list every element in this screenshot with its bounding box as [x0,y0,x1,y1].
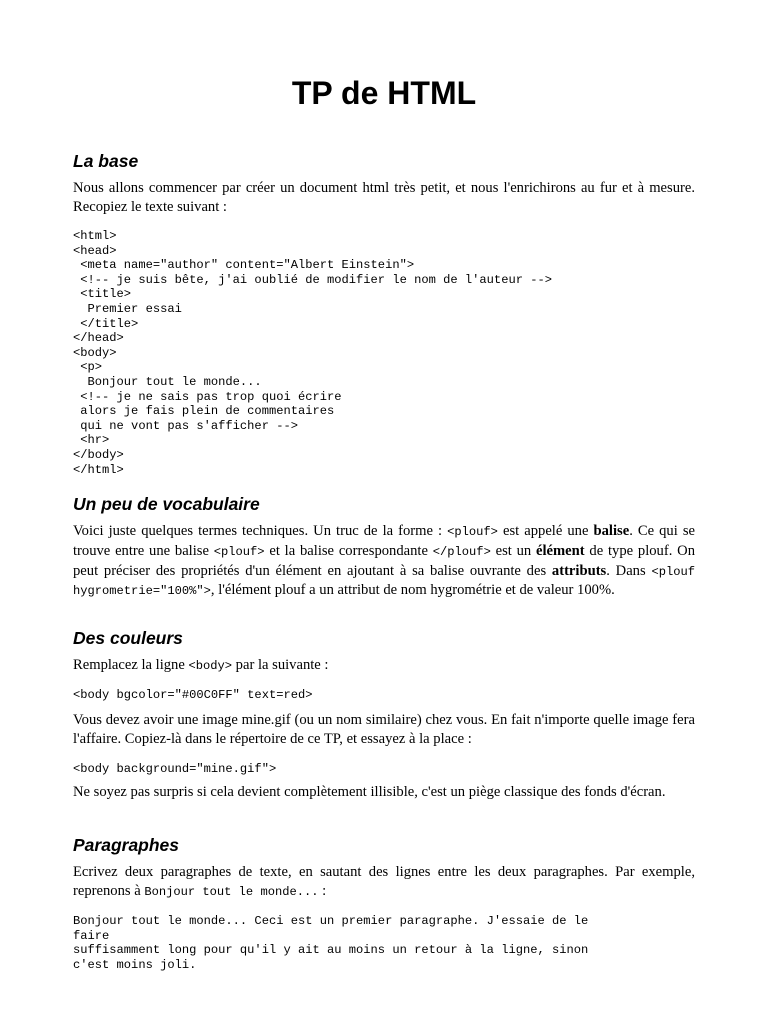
vocab-text: . Dans [606,562,652,579]
couleurs-code-block-1: <body bgcolor="#00C0FF" text=red> [73,688,313,702]
vocab-text: et la balise correspondante [264,542,433,559]
paragraphes-text: Ecrivez deux paragraphes de texte, en sautant des lignes entre les deux paragraphes. Par exemple, reprenons à [73,864,695,899]
vocab-term-element: élément [536,542,585,559]
document-title: TP de HTML [291,75,477,111]
vocab-text: , l'élément plouf a un attribut de nom hygrométrie et de valeur 100%. [210,582,615,599]
vocab-text: est appelé une [497,523,594,539]
vocab-code: <plouf> [447,525,498,539]
couleurs-paragraph-2: Vous devez avoir une image mine.gif (ou un nom similaire) chez vous. En fait n'importe quelle image fera l'affaire. Copiez-là dans le répertoire de ce TP, et essayez à la place : [73,712,695,747]
la-base-code-block: <html> <head> <meta name="author" content="Albert Einstein"> <!-- je suis bête, j'ai oublié de modifier le nom de l'auteur --> <title> Premier essai </title> </head> <body> <p> Bonjour tout le monde... <!-- je ne sais pas trop quoi écrire alors je fais plein de commentaires qui ne vont pas s'afficher --> <hr> </body> </html> [73,229,552,477]
paragraphes-inline-code: Bonjour tout le monde... [144,884,319,899]
couleurs-text: Remplacez la ligne [73,657,189,673]
couleurs-inline-code: <body> [188,659,233,673]
vocab-text: de type plouf. On peut préciser des propriétés d'un élément en ajoutant à sa balise ouvrante des [73,542,695,579]
vocab-text: . Ce qui se trouve entre une balise [73,523,695,559]
vocab-term-balise: balise [593,523,630,539]
vocab-term-attributs: attributs [551,562,607,579]
paragraphes-text: : [318,882,327,899]
section-heading-couleurs: Des couleurs [73,628,183,648]
section-heading-paragraphes: Paragraphes [73,835,180,855]
vocab-code: </plouf> [432,544,491,559]
couleurs-paragraph-3: Ne soyez pas surpris si cela devient complètement illisible, c'est un piège classique des fonds d'écran. [73,784,666,800]
vocab-text: est un [490,542,537,559]
paragraphes-paragraph [73,863,695,902]
section-heading-la-base: La base [73,151,139,171]
paragraphes-code-block: Bonjour tout le monde... Ceci est un premier paragraphe. J'essaie de le faire suffisamment long pour qu'il y ait au moins un retour à la ligne, sinon c'est moins joli. [73,914,589,972]
couleurs-text: par la suivante : [232,657,329,673]
vocab-text: Voici juste quelques termes techniques. Un truc de la forme : [73,523,448,539]
la-base-intro-paragraph: Nous allons commencer par créer un document html très petit, et nous l'enrichirons au fur et à mesure. Recopiez le texte suivant : [73,180,695,215]
couleurs-code-block-2: <body background="mine.gif"> [73,762,277,776]
couleurs-paragraph-1 [73,656,695,676]
vocab-code: <plouf hygrometrie="100%"> [73,564,695,599]
section-heading-vocabulaire: Un peu de vocabulaire [73,494,260,514]
vocabulaire-paragraph [73,522,695,601]
vocab-code: <plouf> [213,544,265,559]
